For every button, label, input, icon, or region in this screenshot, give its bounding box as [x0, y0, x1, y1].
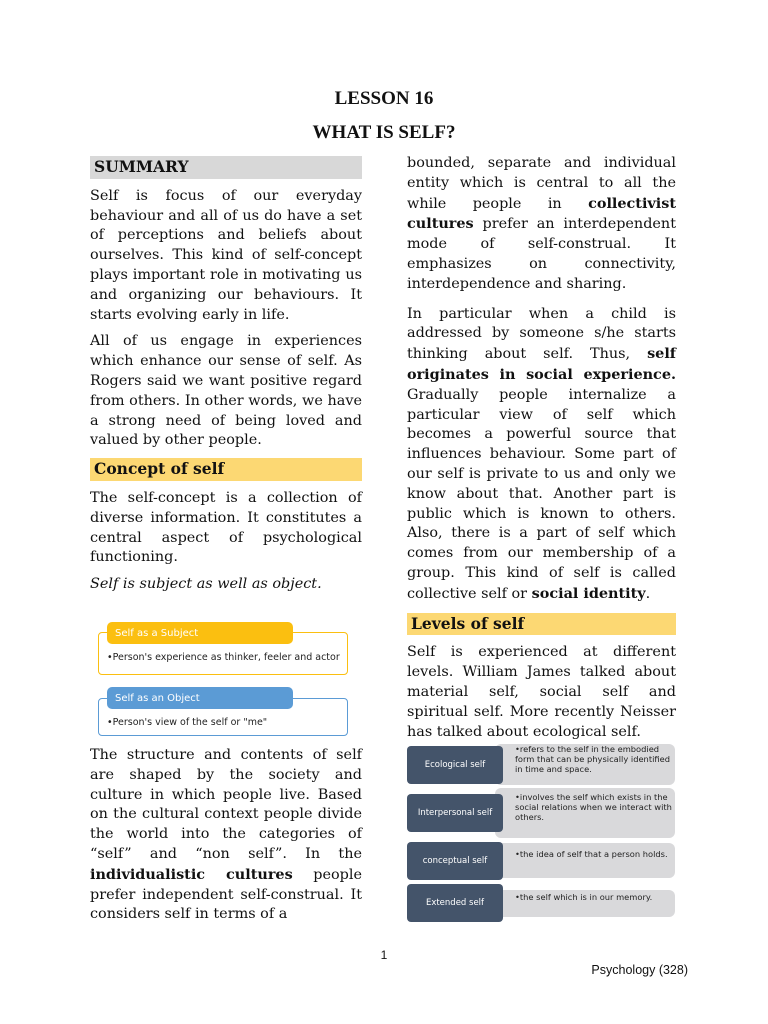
subject-description: •Person's experience as thinker, feeler and actor — [98, 632, 348, 675]
collectivist-text-2: prefer an interdependent mode of self-construal. It emphasizes on connectivity, interdependence and sharing. — [407, 216, 676, 292]
page-number: 1 — [380, 948, 388, 962]
level-label: Extended self — [407, 884, 503, 922]
course-footer: Psychology (328) — [591, 963, 688, 977]
origin-paragraph — [407, 305, 676, 605]
left-column-lower — [90, 746, 362, 932]
subject-object-caption: Self is subject as well as object. — [90, 576, 322, 593]
social-identity-term: social identity — [531, 584, 646, 602]
culture-paragraph — [90, 746, 362, 925]
collectivist-text-1: bounded, separate and individual entity which is central to all the while people in — [407, 155, 676, 212]
concept-heading: Concept of self — [90, 458, 362, 481]
level-label: conceptual self — [407, 842, 503, 880]
summary-paragraph-1: Self is focus of our everyday behaviour and all of us do have a set of perceptions and beliefs about ourselves. This kind of self-concept plays important role in motivating us and organizing our behaviours. It starts evolving early in life. — [90, 187, 362, 323]
level-description: •the idea of self that a person holds. — [495, 843, 675, 878]
origin-text-2: Gradually people internalize a particular view of self which becomes a powerful source that influences behaviour. Some part of our self is private to us and only we know about that. Another part is public which is known to others. Also, there is a part of self which comes from our membership of a group. This kind of self is called collective self or — [407, 386, 676, 602]
summary-heading: SUMMARY — [90, 156, 362, 179]
subject-label: Self as a Subject — [107, 622, 293, 644]
levels-diagram — [407, 744, 677, 924]
level-description: •refers to the self in the embodied form that can be physically identified in time and space. — [495, 744, 675, 785]
level-label: Interpersonal self — [407, 794, 503, 832]
object-label: Self as an Object — [107, 687, 293, 709]
culture-text-2: people prefer independent self-construal. It considers self in terms of a — [90, 866, 362, 923]
collectivist-paragraph — [407, 154, 676, 295]
level-description: •the self which is in our memory. — [495, 890, 675, 917]
origin-text-3: . — [645, 585, 651, 602]
right-column — [407, 154, 676, 749]
individualistic-term: individualistic cultures — [90, 865, 293, 883]
origin-text-1: In particular when a child is addressed by someone s/he starts thinking about self. Thus, — [407, 305, 676, 363]
levels-paragraph: Self is experienced at different levels. William James talked about material self, social self and spiritual self. More recently Neisser has talked about ecological self. — [407, 644, 676, 740]
collectivist-term: collectivist cultures — [407, 194, 676, 233]
level-description: •involves the self which exists in the social relations when we interact with others. — [495, 788, 675, 838]
origin-term: self originates in social experience. — [407, 345, 676, 383]
subject-object-diagram — [95, 620, 365, 740]
object-description: •Person's view of the self or "me" — [98, 698, 348, 736]
concept-paragraph: The self-concept is a collection of diverse information. It constitutes a central aspect of psychological functioning. — [90, 489, 362, 566]
summary-paragraph-2: All of us engage in experiences which enhance our sense of self. As Rogers said we want positive regard from others. In other words, we have a strong need of being loved and valued by other people. — [90, 333, 362, 449]
level-label: Ecological self — [407, 746, 503, 784]
lesson-number: LESSON 16 — [334, 88, 434, 109]
page-title: WHAT IS SELF? — [312, 122, 456, 143]
left-column — [90, 156, 362, 602]
levels-heading: Levels of self — [407, 613, 676, 636]
culture-text-1: The structure and contents of self are shaped by the society and culture in which people live. Based on the cultural context people divide the world into the categories of “self” and “non self”. In the — [90, 747, 362, 862]
